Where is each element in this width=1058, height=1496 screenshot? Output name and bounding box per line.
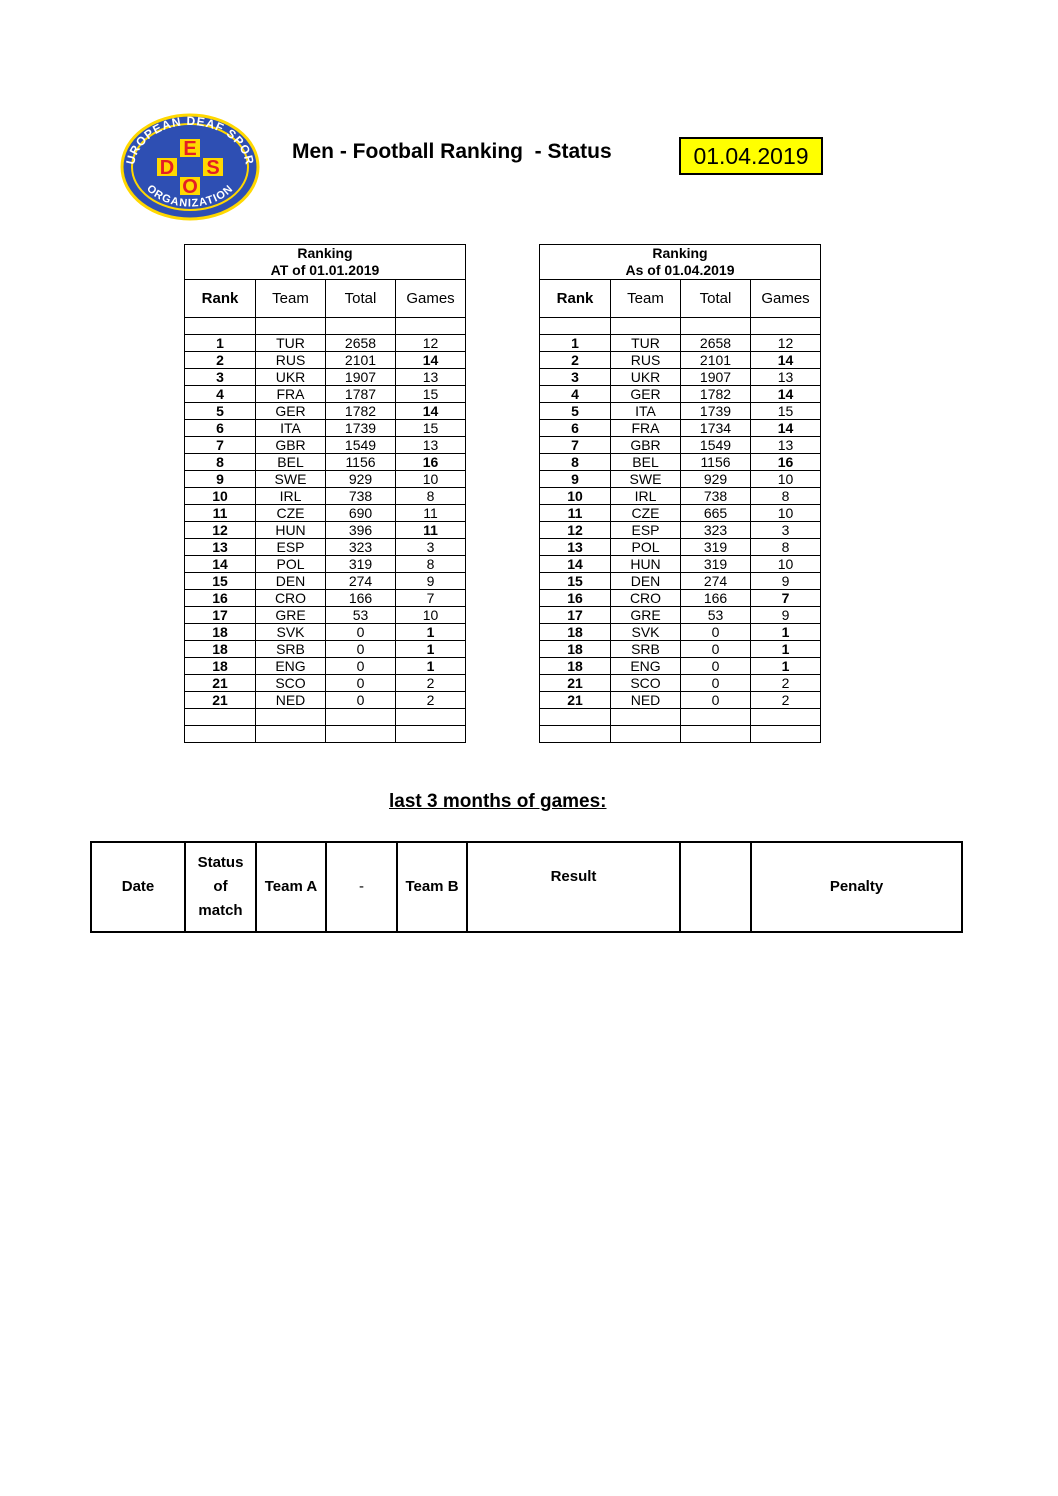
empty-cell <box>185 318 256 335</box>
table-row <box>540 352 821 369</box>
cell-team: SWE <box>611 471 681 488</box>
table-row <box>185 471 466 488</box>
empty-cell <box>185 726 256 743</box>
cell-rank: 21 <box>540 692 611 709</box>
cell-games: 1 <box>751 624 821 641</box>
cell-team: CRO <box>611 590 681 607</box>
empty-cell <box>681 726 751 743</box>
cell-games: 16 <box>396 454 466 471</box>
cell-total: 1156 <box>681 454 751 471</box>
cell-rank: 21 <box>185 675 256 692</box>
table-row <box>540 403 821 420</box>
cell-total: 1549 <box>681 437 751 454</box>
cell-total: 0 <box>681 624 751 641</box>
cell-games: 2 <box>396 692 466 709</box>
table-row <box>185 692 466 709</box>
cell-rank: 9 <box>185 471 256 488</box>
games-header-status-line2: of <box>213 878 228 895</box>
table-row <box>540 573 821 590</box>
cell-total: 0 <box>326 641 396 658</box>
cell-rank: 7 <box>540 437 611 454</box>
cell-games: 8 <box>396 556 466 573</box>
cell-team: GBR <box>611 437 681 454</box>
cell-total: 274 <box>326 573 396 590</box>
cell-rank: 12 <box>185 522 256 539</box>
cell-rank: 10 <box>540 488 611 505</box>
cell-team: BEL <box>256 454 326 471</box>
cell-rank: 1 <box>540 335 611 352</box>
cell-total: 0 <box>326 658 396 675</box>
table-row <box>540 437 821 454</box>
table-row <box>540 454 821 471</box>
cell-total: 1782 <box>681 386 751 403</box>
column-header-games: Games <box>751 280 821 318</box>
cell-total: 2658 <box>681 335 751 352</box>
cell-team: IRL <box>611 488 681 505</box>
logo-ring-text-top: UROPEAN DEAF SPOR <box>123 113 257 167</box>
cell-team: HUN <box>611 556 681 573</box>
empty-cell <box>326 709 396 726</box>
cell-rank: 10 <box>185 488 256 505</box>
cell-rank: 18 <box>540 658 611 675</box>
cell-games: 11 <box>396 505 466 522</box>
table-row <box>540 556 821 573</box>
empty-cell <box>540 709 611 726</box>
empty-cell <box>326 726 396 743</box>
cell-total: 929 <box>681 471 751 488</box>
cell-total: 323 <box>681 522 751 539</box>
empty-cell <box>681 709 751 726</box>
cell-team: POL <box>611 539 681 556</box>
cell-team: UKR <box>256 369 326 386</box>
cell-team: IRL <box>256 488 326 505</box>
table-row <box>185 641 466 658</box>
cell-total: 319 <box>326 556 396 573</box>
cell-team: GRE <box>611 607 681 624</box>
cell-team: RUS <box>611 352 681 369</box>
cell-games: 13 <box>396 369 466 386</box>
cell-games: 9 <box>396 573 466 590</box>
table-row <box>540 658 821 675</box>
cell-team: CZE <box>256 505 326 522</box>
empty-cell <box>326 318 396 335</box>
edso-logo-emblem <box>120 113 260 221</box>
table-row <box>540 471 821 488</box>
cell-team: SCO <box>256 675 326 692</box>
cell-team: HUN <box>256 522 326 539</box>
logo-letter-o: O <box>182 176 198 198</box>
table-row <box>185 624 466 641</box>
table-row <box>540 539 821 556</box>
empty-row <box>185 709 466 726</box>
cell-total: 1739 <box>326 420 396 437</box>
cell-total: 53 <box>326 607 396 624</box>
cell-rank: 14 <box>540 556 611 573</box>
cell-games: 1 <box>396 624 466 641</box>
games-header-status <box>185 842 256 932</box>
cell-total: 0 <box>681 658 751 675</box>
cell-team: SCO <box>611 675 681 692</box>
empty-row <box>540 726 821 743</box>
cell-games: 13 <box>751 369 821 386</box>
cell-rank: 16 <box>540 590 611 607</box>
empty-row <box>185 318 466 335</box>
table-row <box>540 624 821 641</box>
cell-games: 1 <box>396 641 466 658</box>
cell-team: CRO <box>256 590 326 607</box>
games-header-team-a: Team A <box>256 842 326 932</box>
cell-total: 665 <box>681 505 751 522</box>
table-row <box>185 386 466 403</box>
cell-total: 738 <box>681 488 751 505</box>
cell-rank: 13 <box>540 539 611 556</box>
cell-team: SVK <box>256 624 326 641</box>
logo-letter-e: E <box>183 138 197 160</box>
cell-games: 15 <box>751 403 821 420</box>
cell-team: SVK <box>611 624 681 641</box>
cell-team: ESP <box>256 539 326 556</box>
cell-team: NED <box>611 692 681 709</box>
cell-rank: 6 <box>185 420 256 437</box>
table-row <box>540 522 821 539</box>
cell-team: GRE <box>256 607 326 624</box>
table-row <box>540 420 821 437</box>
ranking-heading <box>185 245 466 280</box>
cell-total: 1549 <box>326 437 396 454</box>
cell-games: 7 <box>396 590 466 607</box>
cell-rank: 9 <box>540 471 611 488</box>
cell-total: 319 <box>681 556 751 573</box>
cell-games: 10 <box>751 471 821 488</box>
cell-total: 1156 <box>326 454 396 471</box>
cell-total: 929 <box>326 471 396 488</box>
cell-team: DEN <box>256 573 326 590</box>
cell-games: 1 <box>396 658 466 675</box>
table-row <box>185 335 466 352</box>
cell-total: 166 <box>681 590 751 607</box>
cell-total: 53 <box>681 607 751 624</box>
logo-ring-text-bottom: ORGANIZATION <box>144 182 236 210</box>
cell-games: 14 <box>751 386 821 403</box>
empty-cell <box>185 709 256 726</box>
ranking-table-previous <box>184 244 466 743</box>
cell-total: 1907 <box>326 369 396 386</box>
cell-team: GBR <box>256 437 326 454</box>
cell-games: 14 <box>751 420 821 437</box>
empty-cell <box>396 726 466 743</box>
games-header-status-line1: Status <box>197 854 244 871</box>
cell-total: 2101 <box>681 352 751 369</box>
column-header-team: Team <box>611 280 681 318</box>
table-row <box>185 556 466 573</box>
table-row <box>185 454 466 471</box>
games-header-team-b: Team B <box>397 842 467 932</box>
table-row <box>540 607 821 624</box>
cell-team: CZE <box>611 505 681 522</box>
cell-team: ESP <box>611 522 681 539</box>
cell-rank: 4 <box>185 386 256 403</box>
table-row <box>185 420 466 437</box>
cell-rank: 16 <box>185 590 256 607</box>
column-header-team: Team <box>256 280 326 318</box>
cell-games: 8 <box>396 488 466 505</box>
empty-row <box>185 726 466 743</box>
cell-games: 10 <box>396 607 466 624</box>
cell-rank: 17 <box>185 607 256 624</box>
cell-total: 396 <box>326 522 396 539</box>
cell-team: SWE <box>256 471 326 488</box>
cell-rank: 18 <box>540 641 611 658</box>
cell-team: RUS <box>256 352 326 369</box>
column-header-total: Total <box>681 280 751 318</box>
empty-cell <box>751 318 821 335</box>
cell-rank: 18 <box>540 624 611 641</box>
cell-total: 0 <box>681 692 751 709</box>
cell-rank: 12 <box>540 522 611 539</box>
cell-team: BEL <box>611 454 681 471</box>
cell-games: 10 <box>751 505 821 522</box>
cell-rank: 15 <box>185 573 256 590</box>
cell-total: 0 <box>326 675 396 692</box>
cell-total: 323 <box>326 539 396 556</box>
cell-games: 1 <box>751 641 821 658</box>
cell-total: 2101 <box>326 352 396 369</box>
cell-rank: 3 <box>185 369 256 386</box>
logo-letter-d: D <box>159 157 175 179</box>
cell-team: FRA <box>256 386 326 403</box>
cell-total: 1782 <box>326 403 396 420</box>
cell-games: 12 <box>396 335 466 352</box>
cell-total: 0 <box>326 692 396 709</box>
cell-team: UKR <box>611 369 681 386</box>
empty-cell <box>396 709 466 726</box>
empty-cell <box>396 318 466 335</box>
cell-games: 15 <box>396 386 466 403</box>
table-row <box>185 573 466 590</box>
ranking-heading-line2: As of 01.04.2019 <box>625 262 735 278</box>
table-row <box>540 505 821 522</box>
cell-games: 15 <box>396 420 466 437</box>
empty-cell <box>751 709 821 726</box>
ranking-heading <box>540 245 821 280</box>
cell-rank: 2 <box>540 352 611 369</box>
cell-team: ENG <box>611 658 681 675</box>
column-header-rank: Rank <box>540 280 611 318</box>
cell-team: DEN <box>611 573 681 590</box>
cell-total: 738 <box>326 488 396 505</box>
cell-rank: 5 <box>185 403 256 420</box>
table-row <box>185 437 466 454</box>
cell-team: ITA <box>611 403 681 420</box>
cell-rank: 13 <box>185 539 256 556</box>
cell-games: 2 <box>396 675 466 692</box>
cell-rank: 5 <box>540 403 611 420</box>
cell-games: 11 <box>396 522 466 539</box>
cell-games: 1 <box>751 658 821 675</box>
table-row <box>185 658 466 675</box>
cell-total: 0 <box>681 675 751 692</box>
table-row <box>540 386 821 403</box>
cell-games: 9 <box>751 607 821 624</box>
cell-total: 690 <box>326 505 396 522</box>
cell-total: 319 <box>681 539 751 556</box>
cell-rank: 3 <box>540 369 611 386</box>
empty-cell <box>611 726 681 743</box>
column-header-games: Games <box>396 280 466 318</box>
cell-rank: 1 <box>185 335 256 352</box>
cell-rank: 21 <box>540 675 611 692</box>
ranking-heading-line1: Ranking <box>652 245 708 261</box>
cell-total: 1787 <box>326 386 396 403</box>
table-row <box>185 352 466 369</box>
games-header-blank <box>680 842 751 932</box>
cell-team: GER <box>256 403 326 420</box>
cell-games: 8 <box>751 539 821 556</box>
empty-row <box>540 709 821 726</box>
cell-rank: 8 <box>185 454 256 471</box>
empty-cell <box>611 709 681 726</box>
empty-cell <box>540 726 611 743</box>
cell-rank: 8 <box>540 454 611 471</box>
cell-games: 13 <box>751 437 821 454</box>
ranking-heading-line2: AT of 01.01.2019 <box>270 262 380 278</box>
cell-rank: 17 <box>540 607 611 624</box>
table-row <box>185 369 466 386</box>
cell-total: 2658 <box>326 335 396 352</box>
games-header-dash: - <box>326 842 397 932</box>
empty-cell <box>256 709 326 726</box>
cell-rank: 11 <box>185 505 256 522</box>
cell-rank: 4 <box>540 386 611 403</box>
cell-games: 16 <box>751 454 821 471</box>
games-header-result: Result <box>467 842 680 932</box>
table-row <box>540 369 821 386</box>
table-row <box>540 335 821 352</box>
cell-games: 2 <box>751 675 821 692</box>
cell-games: 3 <box>396 539 466 556</box>
games-header-status-line3: match <box>198 902 243 919</box>
table-row <box>185 675 466 692</box>
cell-games: 10 <box>396 471 466 488</box>
table-row <box>540 488 821 505</box>
cell-games: 8 <box>751 488 821 505</box>
status-date: 01.04.2019 <box>679 137 823 175</box>
table-row <box>540 590 821 607</box>
table-row <box>185 522 466 539</box>
cell-team: TUR <box>256 335 326 352</box>
column-header-rank: Rank <box>185 280 256 318</box>
cell-games: 14 <box>396 352 466 369</box>
edso-logo <box>120 113 260 221</box>
cell-games: 14 <box>751 352 821 369</box>
ranking-heading-line1: Ranking <box>297 245 353 261</box>
cell-games: 9 <box>751 573 821 590</box>
ranking-table-current <box>539 244 821 743</box>
cell-rank: 6 <box>540 420 611 437</box>
table-row <box>185 403 466 420</box>
cell-games: 7 <box>751 590 821 607</box>
cell-total: 274 <box>681 573 751 590</box>
cell-team: POL <box>256 556 326 573</box>
cell-total: 0 <box>326 624 396 641</box>
table-row <box>185 607 466 624</box>
empty-cell <box>256 726 326 743</box>
empty-row <box>540 318 821 335</box>
table-row <box>185 505 466 522</box>
games-header-date: Date <box>91 842 185 932</box>
table-row <box>185 539 466 556</box>
cell-rank: 18 <box>185 641 256 658</box>
cell-total: 166 <box>326 590 396 607</box>
cell-rank: 21 <box>185 692 256 709</box>
empty-cell <box>681 318 751 335</box>
cell-rank: 18 <box>185 624 256 641</box>
cell-team: TUR <box>611 335 681 352</box>
table-row <box>540 675 821 692</box>
cell-rank: 14 <box>185 556 256 573</box>
games-table <box>90 841 963 933</box>
empty-cell <box>540 318 611 335</box>
table-row <box>540 641 821 658</box>
cell-games: 10 <box>751 556 821 573</box>
table-row <box>185 590 466 607</box>
cell-total: 1739 <box>681 403 751 420</box>
cell-team: FRA <box>611 420 681 437</box>
cell-rank: 15 <box>540 573 611 590</box>
cell-total: 1907 <box>681 369 751 386</box>
column-header-total: Total <box>326 280 396 318</box>
games-section-title: last 3 months of games: <box>389 791 607 812</box>
cell-rank: 18 <box>185 658 256 675</box>
cell-team: SRB <box>611 641 681 658</box>
cell-team: GER <box>611 386 681 403</box>
table-row <box>540 692 821 709</box>
logo-letter-s: S <box>206 157 220 179</box>
empty-cell <box>751 726 821 743</box>
cell-games: 2 <box>751 692 821 709</box>
table-row <box>185 488 466 505</box>
cell-games: 12 <box>751 335 821 352</box>
cell-team: NED <box>256 692 326 709</box>
cell-total: 1734 <box>681 420 751 437</box>
page-title: Men - Football Ranking - Status <box>292 140 612 163</box>
cell-rank: 7 <box>185 437 256 454</box>
games-header-penalty: Penalty <box>751 842 962 932</box>
cell-total: 0 <box>681 641 751 658</box>
cell-games: 13 <box>396 437 466 454</box>
cell-team: ENG <box>256 658 326 675</box>
cell-team: SRB <box>256 641 326 658</box>
empty-cell <box>611 318 681 335</box>
cell-team: ITA <box>256 420 326 437</box>
cell-games: 3 <box>751 522 821 539</box>
cell-games: 14 <box>396 403 466 420</box>
cell-rank: 2 <box>185 352 256 369</box>
empty-cell <box>256 318 326 335</box>
cell-rank: 11 <box>540 505 611 522</box>
